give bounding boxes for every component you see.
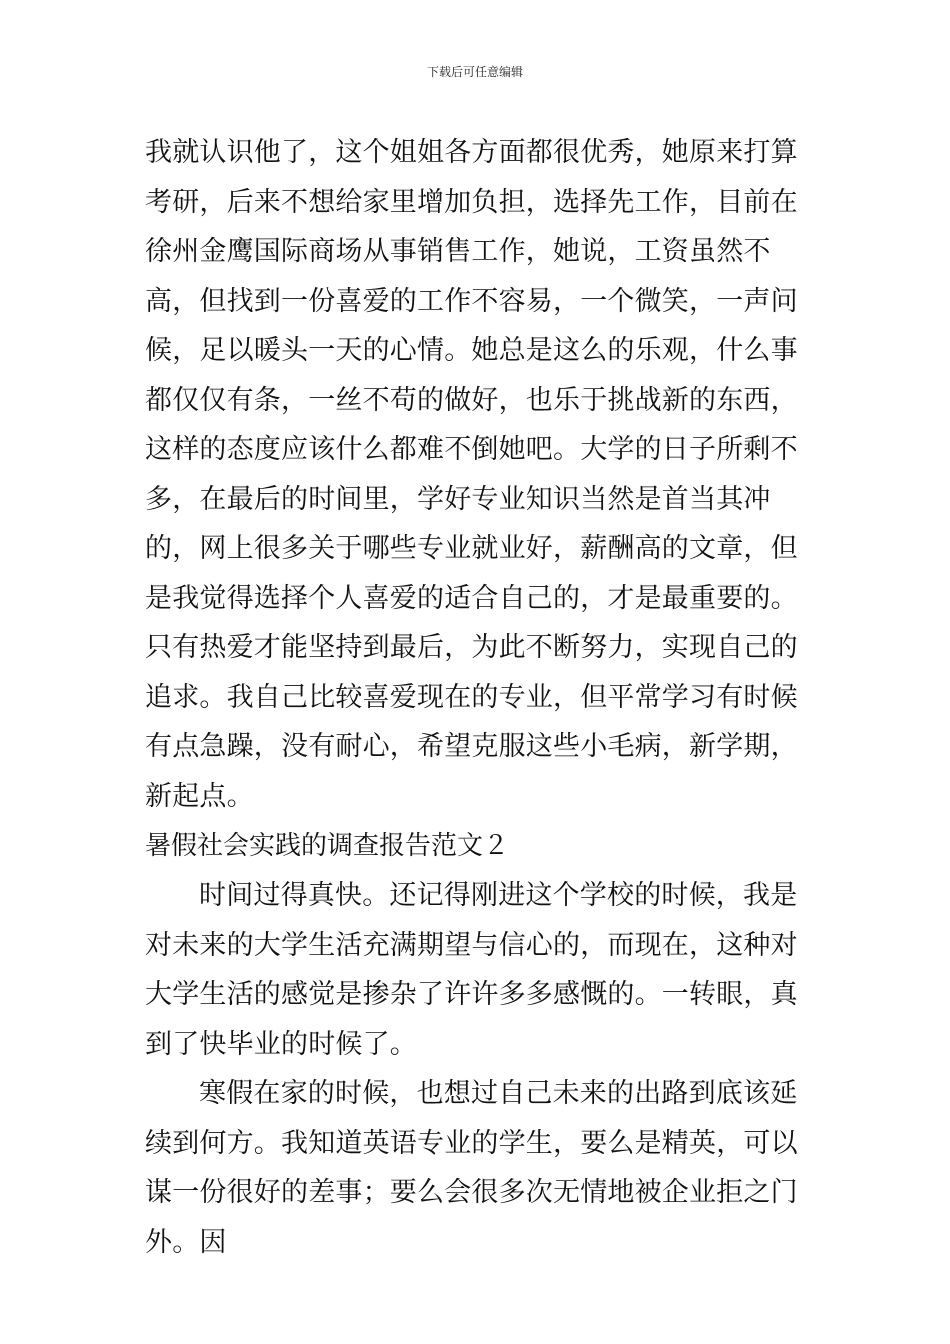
section-title: 暑假社会实践的调查报告范文２ bbox=[145, 831, 510, 861]
paragraph: 时间过得真快。还记得刚进这个学校的时候，我是对未来的大学生活充满期望与信心的，而现在，这种对大学生活的感觉是掺杂了许许多多感慨的。一转眼，真到了快毕业的时候了。 bbox=[145, 880, 798, 1060]
page-header: 下载后可任意编辑 bbox=[426, 65, 523, 79]
paragraph-continued: 我就认识他了，这个姐姐各方面都很优秀，她原来打算考研，后来不想给家里增加负担，选择先工作，目前在徐州金鹰国际商场从事销售工作，她说，工资虽然不高，但找到一份喜爱的工作不容易，一个微笑，一声问候，足以暖头一天的心情。她总是这么的乐观，什么事都仅仅有条，一丝不苟的做好，也乐于挑战新的东西，这样的态度应该什么都难不倒她吧。大学的日子所剩不多，在最后的时间里，学好专业知识当然是首当其冲的，网上很多关于哪些专业就业好，薪酬高的文章，但是我觉得选择个人喜爱的适合自己的，才是最重要的。只有热爱才能坚持到最后，为此不断努力，实现自己的追求。我自己比较喜爱现在的专业，但平常学习有时候有点急躁，没有耐心，希望克服这些小毛病，新学期，新起点。 bbox=[145, 137, 798, 812]
paragraph: 寒假在家的时候，也想过自己未来的出路到底该延续到何方。我知道英语专业的学生，要么是精英，可以谋一份很好的差事；要么会很多次无情地被企业拒之门外。因 bbox=[145, 1078, 798, 1258]
section-body bbox=[145, 871, 810, 1267]
